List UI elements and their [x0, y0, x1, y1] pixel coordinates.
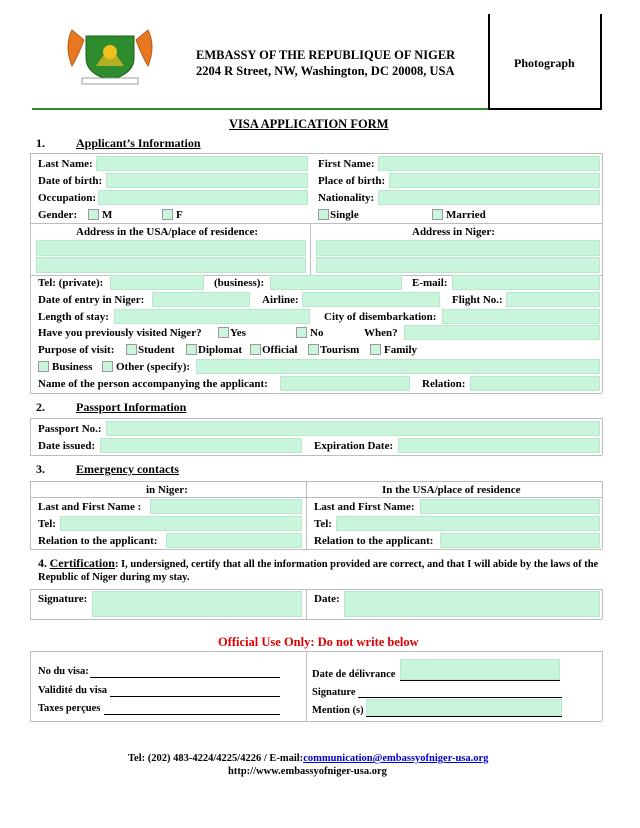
visited-yes-label: Yes — [230, 327, 246, 339]
certification-line1: : I, undersigned, certify that all the information provided are correct, and that I will abide by the laws of the — [114, 559, 599, 570]
address-usa-label: Address in the USA/place of residence: — [76, 226, 259, 238]
header-rule — [32, 108, 488, 110]
form-title: VISA APPLICATION FORM — [229, 117, 389, 131]
section3-title: Emergency contacts — [76, 462, 179, 476]
official-signature-label: Signature — [312, 687, 356, 698]
purpose-other-label: Other (specify): — [116, 361, 191, 373]
fees-label: Taxes perçues — [38, 703, 101, 714]
dob-input[interactable] — [106, 173, 308, 188]
entry-date-label: Date of entry in Niger: — [38, 294, 145, 306]
purpose-business-label: Business — [52, 361, 93, 373]
footer-tel: Tel: (202) 483-4224/4225/4226 / E-mail: — [128, 753, 304, 764]
tel-business-input[interactable] — [270, 275, 402, 290]
airline-label: Airline: — [262, 294, 299, 306]
date-issued-label: Date issued: — [38, 440, 96, 452]
emergency-usa-name-input[interactable] — [420, 499, 600, 514]
occupation-input[interactable] — [98, 190, 308, 205]
section2-title: Passport Information — [76, 400, 187, 414]
purpose-student-label: Student — [138, 344, 175, 356]
address-usa-line1[interactable] — [36, 240, 306, 256]
emergency-niger-name-label: Last and First Name : — [38, 501, 142, 513]
visa-validity-label: Validité du visa — [38, 685, 108, 696]
emergency-niger-tel-input[interactable] — [60, 516, 302, 531]
married-label: Married — [446, 209, 486, 221]
purpose-diplomat-checkbox[interactable] — [186, 344, 197, 355]
email-label: E-mail: — [412, 277, 448, 289]
single-checkbox[interactable] — [318, 209, 329, 220]
embassy-name: EMBASSY OF THE REPUBLIQUE OF NIGER — [196, 48, 456, 62]
embassy-address: 2204 R Street, NW, Washington, DC 20008, USA — [196, 64, 455, 78]
purpose-other-input[interactable] — [196, 359, 600, 374]
accompany-label: Name of the person accompanying the applicant: — [38, 378, 268, 390]
single-label: Single — [330, 209, 359, 221]
emergency-niger-name-input[interactable] — [150, 499, 302, 514]
address-niger-line2[interactable] — [316, 257, 600, 273]
photo-label: Photograph — [514, 56, 575, 70]
nationality-label: Nationality: — [318, 192, 375, 204]
accompany-input[interactable] — [280, 376, 410, 391]
married-checkbox[interactable] — [432, 209, 443, 220]
pob-label: Place of birth: — [318, 175, 386, 187]
date-input[interactable] — [344, 591, 600, 617]
section2-number: 2. — [36, 400, 45, 414]
purpose-official-label: Official — [262, 344, 298, 356]
issue-date-input[interactable] — [400, 659, 560, 680]
nationality-input[interactable] — [378, 190, 600, 205]
coat-of-arms — [62, 26, 158, 88]
pob-input[interactable] — [389, 173, 600, 188]
signature-input[interactable] — [92, 591, 302, 617]
emergency-niger-header: in Niger: — [146, 484, 188, 496]
flight-input[interactable] — [506, 292, 600, 307]
length-stay-input[interactable] — [114, 309, 310, 324]
emergency-usa-relation-label: Relation to the applicant: — [314, 535, 434, 547]
length-stay-label: Length of stay: — [38, 311, 109, 323]
city-disembarkation-label: City of disembarkation: — [324, 311, 437, 323]
gender-female-checkbox[interactable] — [162, 209, 173, 220]
section1-title: Applicant’s Information — [76, 136, 201, 150]
expiration-input[interactable] — [398, 438, 600, 453]
mention-label: Mention (s) — [312, 705, 364, 716]
certification-line2: Republic of Niger during my stay. — [38, 572, 190, 583]
mention-input[interactable] — [366, 699, 562, 716]
visited-label: Have you previously visited Niger? — [38, 327, 202, 339]
tel-private-input[interactable] — [110, 275, 204, 290]
issue-date-label: Date de délivrance — [312, 669, 396, 680]
emergency-niger-relation-input[interactable] — [166, 533, 302, 548]
footer-contact — [128, 753, 488, 764]
when-label: When? — [364, 327, 398, 339]
flight-label: Flight No.: — [452, 294, 503, 306]
passport-no-label: Passport No.: — [38, 423, 102, 435]
gender-male-label: M — [102, 209, 113, 221]
footer-url[interactable]: http://www.embassyofniger-usa.org — [228, 766, 387, 777]
address-usa-line2[interactable] — [36, 257, 306, 273]
expiration-label: Expiration Date: — [314, 440, 394, 452]
signature-label: Signature: — [38, 593, 88, 605]
official-heading: Official Use Only: Do not write below — [218, 635, 419, 649]
relation-input[interactable] — [470, 376, 600, 391]
section4-number: 4. — [38, 556, 47, 570]
tel-business-label: (business): — [214, 277, 265, 289]
visited-no-label: No — [310, 327, 324, 339]
purpose-tourism-label: Tourism — [320, 344, 360, 356]
first-name-input[interactable] — [378, 156, 600, 171]
emergency-usa-name-label: Last and First Name: — [314, 501, 415, 513]
emergency-usa-header: In the USA/place of residence — [382, 484, 521, 496]
emergency-niger-relation-label: Relation to the applicant: — [38, 535, 158, 547]
tel-private-label: Tel: (private): — [38, 277, 104, 289]
purpose-official-checkbox[interactable] — [250, 344, 261, 355]
purpose-other-checkbox[interactable] — [102, 361, 113, 372]
date-issued-input[interactable] — [100, 438, 302, 453]
gender-label: Gender: — [38, 209, 78, 221]
when-input[interactable] — [404, 325, 600, 340]
dob-label: Date of birth: — [38, 175, 103, 187]
entry-date-input[interactable] — [152, 292, 250, 307]
footer-email-link[interactable]: communication@embassyofniger-usa.org — [303, 753, 489, 764]
purpose-family-label: Family — [384, 344, 417, 356]
gender-male-checkbox[interactable] — [88, 209, 99, 220]
gender-female-label: F — [176, 209, 183, 221]
email-input[interactable] — [452, 275, 600, 290]
visa-no-label: No du visa: — [38, 666, 89, 677]
section1-number: 1. — [36, 136, 45, 150]
purpose-diplomat-label: Diplomat — [198, 344, 242, 356]
emergency-usa-tel-input[interactable] — [336, 516, 600, 531]
section3-number: 3. — [36, 462, 45, 476]
purpose-family-checkbox[interactable] — [370, 344, 381, 355]
date-label: Date: — [314, 593, 340, 605]
visited-no-checkbox[interactable] — [296, 327, 307, 338]
purpose-business-checkbox[interactable] — [38, 361, 49, 372]
occupation-label: Occupation: — [38, 192, 97, 204]
city-disembarkation-input[interactable] — [442, 309, 600, 324]
airline-input[interactable] — [302, 292, 440, 307]
emergency-usa-tel-label: Tel: — [314, 518, 332, 530]
purpose-tourism-checkbox[interactable] — [308, 344, 319, 355]
emergency-usa-relation-input[interactable] — [440, 533, 600, 548]
address-niger-line1[interactable] — [316, 240, 600, 256]
purpose-student-checkbox[interactable] — [126, 344, 137, 355]
visited-yes-checkbox[interactable] — [218, 327, 229, 338]
relation-label: Relation: — [422, 378, 466, 390]
passport-no-input[interactable] — [106, 421, 600, 436]
first-name-label: First Name: — [318, 158, 375, 170]
address-niger-label: Address in Niger: — [412, 226, 495, 238]
last-name-label: Last Name: — [38, 158, 93, 170]
last-name-input[interactable] — [96, 156, 308, 171]
certification-text — [38, 557, 604, 584]
purpose-label: Purpose of visit: — [38, 344, 115, 356]
emergency-niger-tel-label: Tel: — [38, 518, 56, 530]
section4-title: Certification — [49, 556, 115, 570]
